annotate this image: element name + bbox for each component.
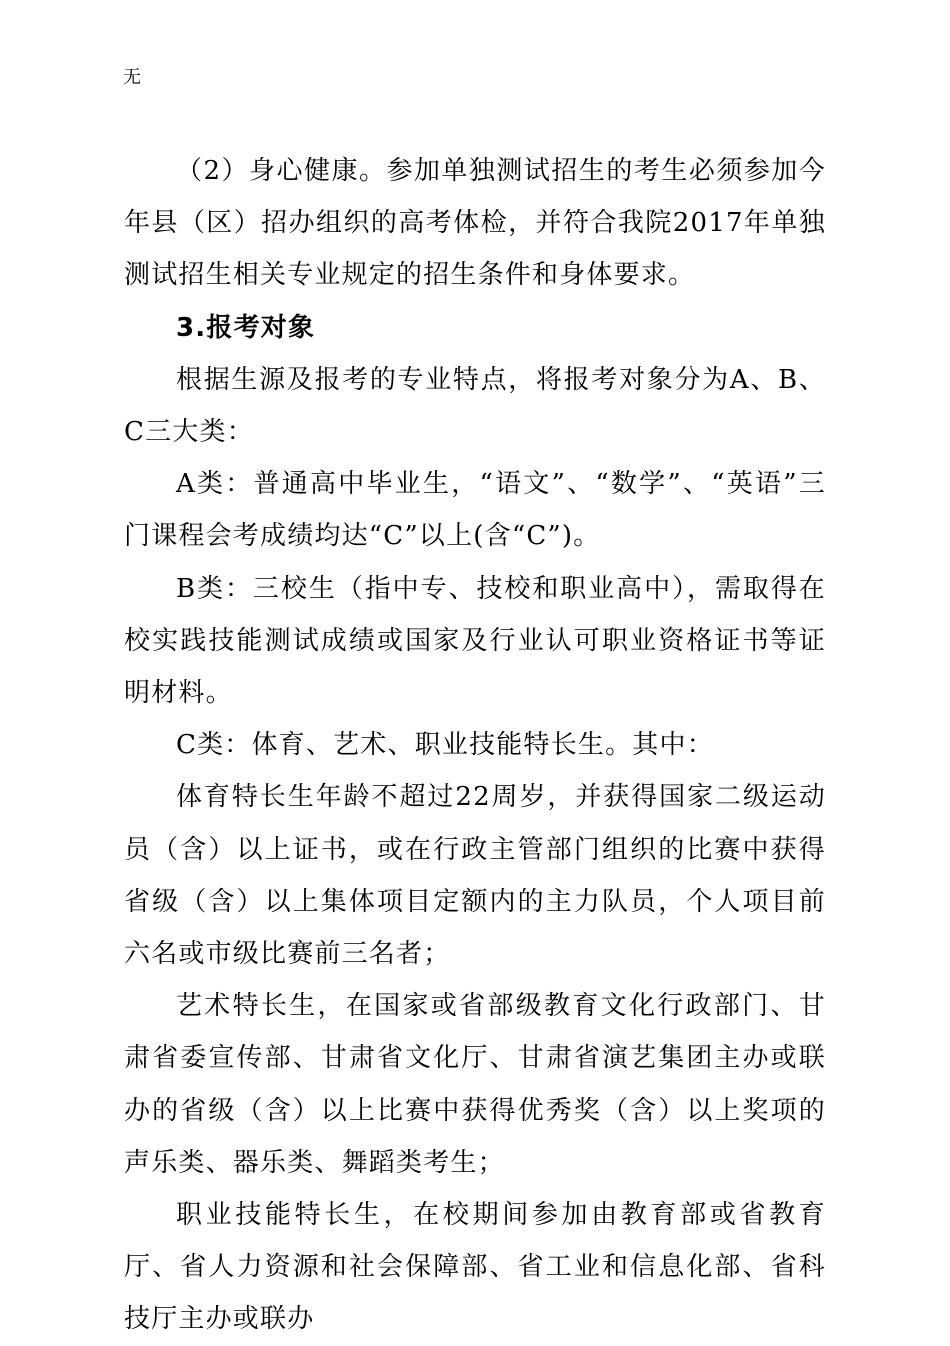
paragraph-category-b: B类：三校生（指中专、技校和职业高中），需取得在校实践技能测试成绩或国家及行业认可职业资格证书等证明材料。 — [124, 573, 826, 709]
header-mark: 无 — [123, 67, 141, 88]
paragraph-categories-intro: 根据生源及报考的专业特点，将报考对象分为A、B、C三大类： — [124, 364, 826, 448]
paragraph-category-c: C类：体育、艺术、职业技能特长生。其中： — [176, 730, 714, 761]
section-heading-applicants: 3.报考对象 — [176, 312, 316, 343]
paragraph-category-a: A类：普通高中毕业生，“语文”、“数学”、“英语”三门课程会考成绩均达“C”以上(含“C”)。 — [124, 469, 826, 552]
paragraph-vocational-specialty: 职业技能特长生，在校期间参加由教育部或省教育厅、省人力资源和社会保障部、省工业和信息化部、省科技厅主办或联办 — [124, 1200, 826, 1335]
document-body — [124, 145, 826, 1346]
paragraph-sports-specialty: 体育特长生年龄不超过22周岁，并获得国家二级运动员（含）以上证书，或在行政主管部门组织的比赛中获得省级（含）以上集体项目定额内的主力队员，个人项目前六名或市级比赛前三名者； — [124, 782, 826, 970]
paragraph-art-specialty: 艺术特长生，在国家或省部级教育文化行政部门、甘肃省委宣传部、甘肃省文化厅、甘肃省演艺集团主办或联办的省级（含）以上比赛中获得优秀奖（含）以上奖项的声乐类、器乐类、舞蹈类考生； — [124, 991, 826, 1178]
paragraph-health-requirement: （2）身心健康。参加单独测试招生的考生必须参加今年县（区）招办组织的高考体检，并符合我院2017年单独测试招生相关专业规定的招生条件和身体要求。 — [124, 156, 826, 291]
